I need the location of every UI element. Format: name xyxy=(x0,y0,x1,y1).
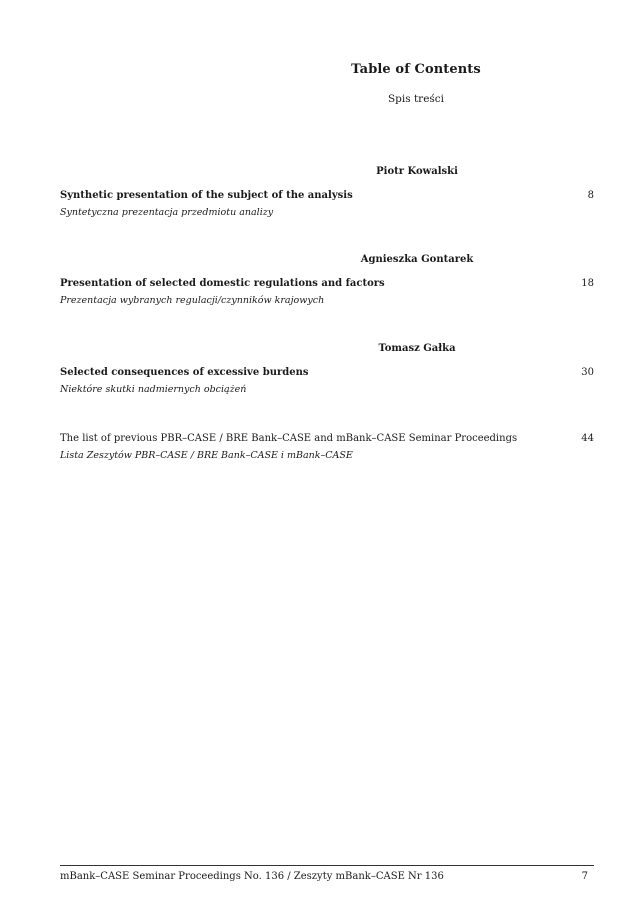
toc-entry xyxy=(60,433,594,461)
entry-row[interactable] xyxy=(60,367,594,378)
toc-entry xyxy=(60,254,594,306)
entry-author: Agnieszka Gontarek xyxy=(360,254,474,265)
entry-subtitle: Niektóre skutki nadmiernych obciążeń xyxy=(60,384,247,395)
toc-title: Table of Contents xyxy=(351,62,481,77)
entry-title[interactable]: The list of previous PBR–CASE / BRE Bank–CASE and mBank–CASE Seminar Proceedings xyxy=(60,433,518,444)
footer-divider xyxy=(60,865,594,866)
entry-row[interactable] xyxy=(60,433,594,444)
toc-subtitle: Spis treści xyxy=(387,93,445,105)
entry-author: Piotr Kowalski xyxy=(376,166,458,177)
entry-title[interactable]: Presentation of selected domestic regulations and factors xyxy=(60,278,385,289)
footer-text: mBank–CASE Seminar Proceedings No. 136 / Zeszyty mBank–CASE Nr 136 xyxy=(60,871,444,882)
entry-page-number: 30 xyxy=(581,367,594,378)
page-footer xyxy=(60,871,594,882)
entry-title[interactable]: Synthetic presentation of the subject of the analysis xyxy=(60,190,353,201)
toc-entry xyxy=(60,343,594,395)
toc-entry xyxy=(60,166,594,218)
entry-row[interactable] xyxy=(60,278,594,289)
entry-subtitle: Lista Zeszytów PBR–CASE / BRE Bank–CASE i mBank–CASE xyxy=(60,450,353,461)
entry-author: Tomasz Gałka xyxy=(378,343,456,354)
entry-row[interactable] xyxy=(60,190,594,201)
entry-title[interactable]: Selected consequences of excessive burdens xyxy=(60,367,309,378)
entry-subtitle: Prezentacja wybranych regulacji/czynników krajowych xyxy=(60,295,325,306)
entry-subtitle: Syntetyczna prezentacja przedmiotu analizy xyxy=(60,207,274,218)
entry-page-number: 8 xyxy=(587,190,594,201)
entry-page-number: 44 xyxy=(581,433,594,444)
footer-page-number: 7 xyxy=(581,871,588,882)
entry-page-number: 18 xyxy=(581,278,594,289)
